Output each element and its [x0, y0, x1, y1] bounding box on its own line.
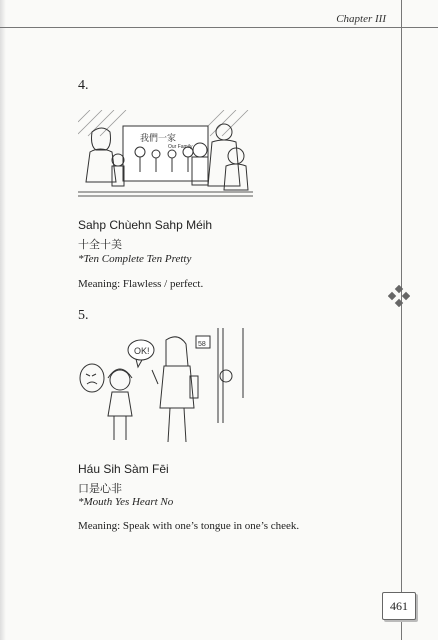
meaning-text: Meaning: Flawless / perfect.: [78, 278, 204, 290]
romanization: Sahp Chùehn Sahp Méih: [78, 218, 213, 232]
chinese-idiom: 十全十美: [78, 238, 122, 251]
header-rule: [0, 27, 438, 28]
meaning-text: Meaning: Speak with one’s tongue in one’s cheek.: [78, 520, 300, 532]
margin-rule: [401, 0, 402, 640]
chinese-idiom: 口是心非: [78, 482, 122, 495]
poster-subtitle: Our Family: [168, 144, 193, 150]
romanization: Háu Sih Sàm Fēi: [78, 462, 169, 476]
chapter-heading: Chapter III: [336, 13, 386, 25]
family-illustration: [78, 110, 253, 205]
poster-title: 我們一家: [140, 134, 177, 144]
diamond-ornament-icon: [388, 285, 410, 307]
mouth-heart-illustration: [78, 328, 253, 453]
page-gutter: [0, 0, 6, 640]
door-sign-text: 58: [198, 341, 206, 348]
entry-number: 5.: [78, 308, 89, 323]
page-number: 461: [382, 592, 416, 620]
literal-translation: *Ten Complete Ten Pretty: [78, 253, 192, 265]
literal-translation: *Mouth Yes Heart No: [78, 496, 174, 508]
entry-number: 4.: [78, 78, 89, 93]
speech-bubble-text: OK!: [134, 346, 150, 356]
